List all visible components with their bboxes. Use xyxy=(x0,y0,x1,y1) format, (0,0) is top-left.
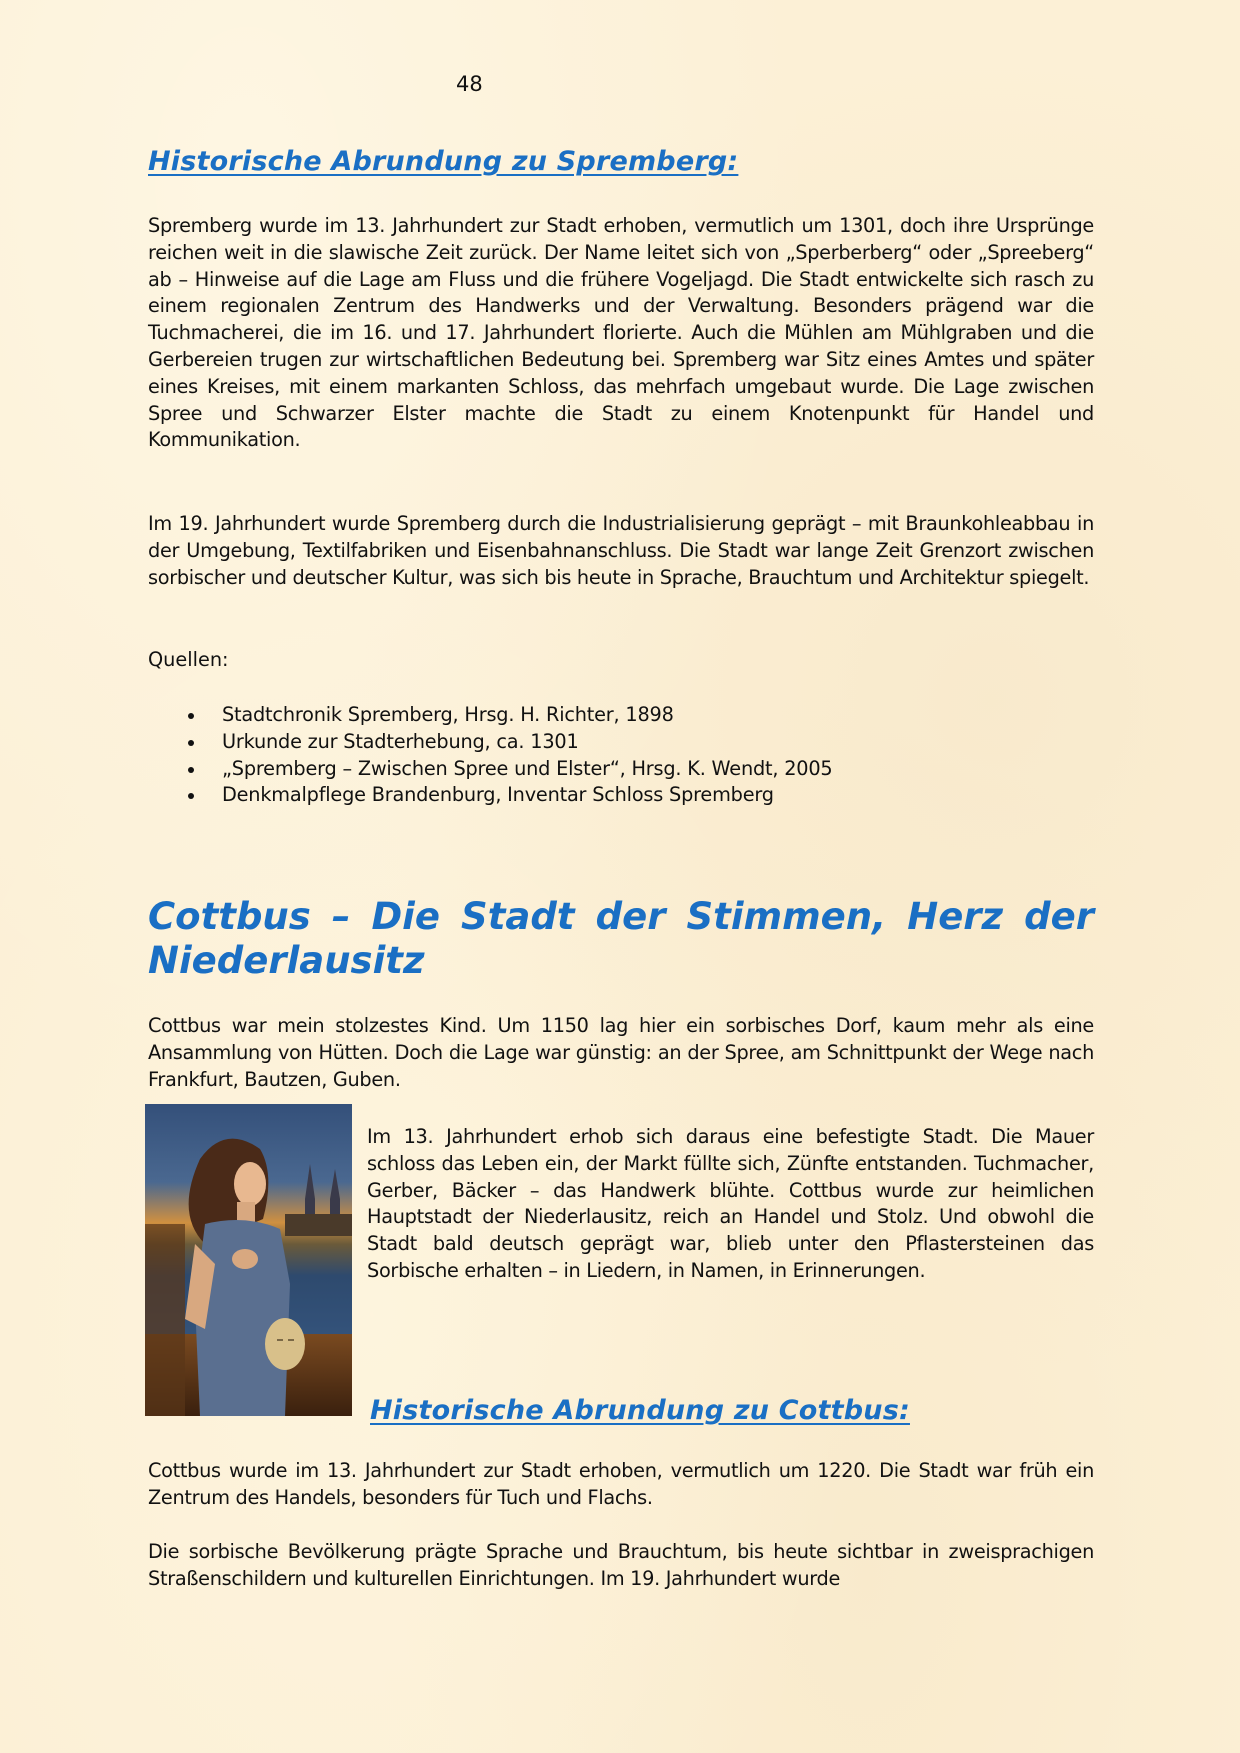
sources-label: Quellen: xyxy=(148,648,229,671)
source-item: „Spremberg – Zwischen Spree und Elster“, Hrsg. K. Wendt, 2005 xyxy=(222,756,833,783)
cottbus-intro-paragraph: Cottbus war mein stolzestes Kind. Um 1150 lag hier ein sorbisches Dorf, kaum mehr als eine Ansammlung von Hütten. Doch die Lage war günstig: an der Spree, am Schnittpunkt der Wege nach Frankfurt, Bautzen, Guben. xyxy=(148,1014,1094,1091)
spremberg-paragraph-2: Im 19. Jahrhundert wurde Spremberg durch die Industrialisierung geprägt – mit Braunkohleabbau in der Umgebung, Textilfabriken und Eisenbahnanschluss. Die Stadt war lange Zeit Grenzort zwischen sorbischer und deutscher Kultur, was sich bis heute in Sprache, Brauchtum und Architektur spiegelt. xyxy=(148,512,1094,589)
spremberg-history-heading: Historische Abrundung zu Spremberg: xyxy=(148,146,739,177)
cottbus-history-paragraph-2: Die sorbische Bevölkerung prägte Sprache und Brauchtum, bis heute sichtbar in zweisprachigen Straßenschildern und kulturellen Einrichtungen. Im 19. Jahrhundert wurde xyxy=(148,1540,1094,1590)
spremberg-paragraph-1: Spremberg wurde im 13. Jahrhundert zur Stadt erhoben, vermutlich um 1301, doch ihre Ursprünge reichen weit in die slawische Zeit zurück. Der Name leitet sich von „Sperberberg“ oder „Spreeberg“ ab – Hinweise auf die Lage am Fluss und die frühere Vogeljagd. Die Stadt entwickelte sich rasch zu einem regionalen Zentrum des Handwerks und der Verwaltung. Besonders prägend war die Tuchmacherei, die im 16. und 17. Jahrhundert florierte. Auch die Mühlen am Mühlgraben und die Gerbereien trugen zur wirtschaftlichen Bedeutung bei. Spremberg war Sitz eines Amtes und später eines Kreises, mit einem markanten Schloss, das mehrfach umgebaut wurde. Die Lage zwischen Spree und Schwarzer Elster machte die Stadt zu einem Knotenpunkt für Handel und Kommunikation. xyxy=(148,214,1094,452)
cottbus-chapter-title: Cottbus – Die Stadt der Stimmen, Herz der Niederlausitz xyxy=(148,895,1094,982)
source-item: Denkmalpflege Brandenburg, Inventar Schloss Spremberg xyxy=(222,782,833,809)
page-number: 48 xyxy=(456,72,483,96)
cottbus-history-heading: Historische Abrundung zu Cottbus: xyxy=(370,1395,910,1426)
source-item: Urkunde zur Stadterhebung, ca. 1301 xyxy=(222,729,833,756)
cottbus-history-paragraph-1: Cottbus wurde im 13. Jahrhundert zur Stadt erhoben, vermutlich um 1220. Die Stadt war früh ein Zentrum des Handels, besonders für Tuch und Flachs. xyxy=(148,1459,1094,1509)
painting-illustration xyxy=(145,1104,352,1416)
sources-list xyxy=(148,702,833,809)
cottbus-painting-image xyxy=(145,1104,352,1416)
source-item: Stadtchronik Spremberg, Hrsg. H. Richter, 1898 xyxy=(222,702,833,729)
cottbus-paragraph-beside-image: Im 13. Jahrhundert erhob sich daraus eine befestigte Stadt. Die Mauer schloss das Leben ein, der Markt füllte sich, Zünfte entstanden. Tuchmacher, Gerber, Bäcker – das Handwerk blühte. Cottbus wurde zur heimlichen Hauptstadt der Niederlausitz, reich an Handel und Stolz. Und obwohl die Stadt bald deutsch geprägt war, blieb unter den Pflastersteinen das Sorbische erhalten – in Liedern, in Namen, in Erinnerungen. xyxy=(367,1125,1094,1282)
